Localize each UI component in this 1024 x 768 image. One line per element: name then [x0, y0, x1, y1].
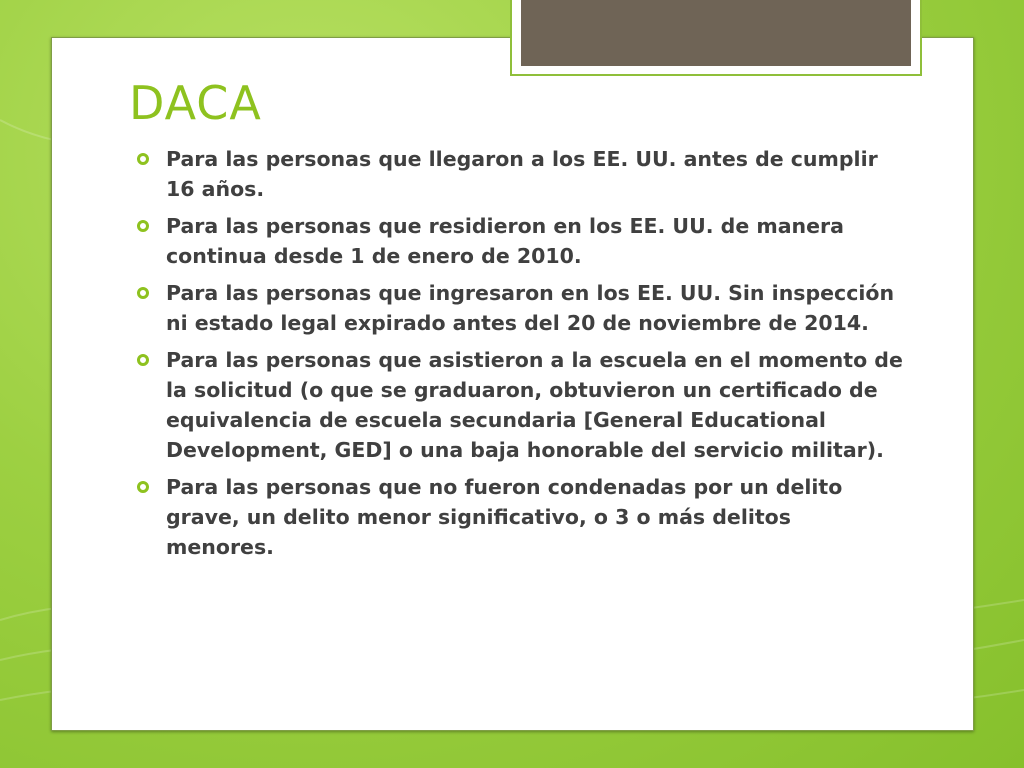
bullet-text: Para las personas que llegaron a los EE. UU. antes de cumplir 16 años.: [166, 147, 878, 201]
bullet-text: Para las personas que no fueron condenadas por un delito grave, un delito menor significativo, o 3 o más delitos menores.: [166, 475, 843, 559]
header-tab: [510, 0, 922, 76]
circle-bullet-icon: [136, 219, 150, 233]
header-block: [521, 0, 911, 66]
bullet-text: Para las personas que asistieron a la escuela en el momento de la solicitud (o que se graduaron, obtuvieron un certificado de equivalencia de escuela secundaria [General Educational Development, GED] o una baja honorable del servicio militar).: [166, 348, 903, 462]
bullet-item: [136, 345, 906, 465]
bullet-list: [136, 144, 906, 569]
bullet-text: Para las personas que residieron en los EE. UU. de manera continua desde 1 de enero de 2010.: [166, 214, 844, 268]
bullet-item: [136, 144, 906, 204]
bullet-item: [136, 211, 906, 271]
bullet-item: [136, 472, 906, 562]
slide-title: DACA: [129, 76, 262, 130]
bullet-text: Para las personas que ingresaron en los EE. UU. Sin inspección ni estado legal expirado antes del 20 de noviembre de 2014.: [166, 281, 895, 335]
circle-bullet-icon: [136, 286, 150, 300]
circle-bullet-icon: [136, 353, 150, 367]
bullet-item: [136, 278, 906, 338]
circle-bullet-icon: [136, 152, 150, 166]
circle-bullet-icon: [136, 480, 150, 494]
